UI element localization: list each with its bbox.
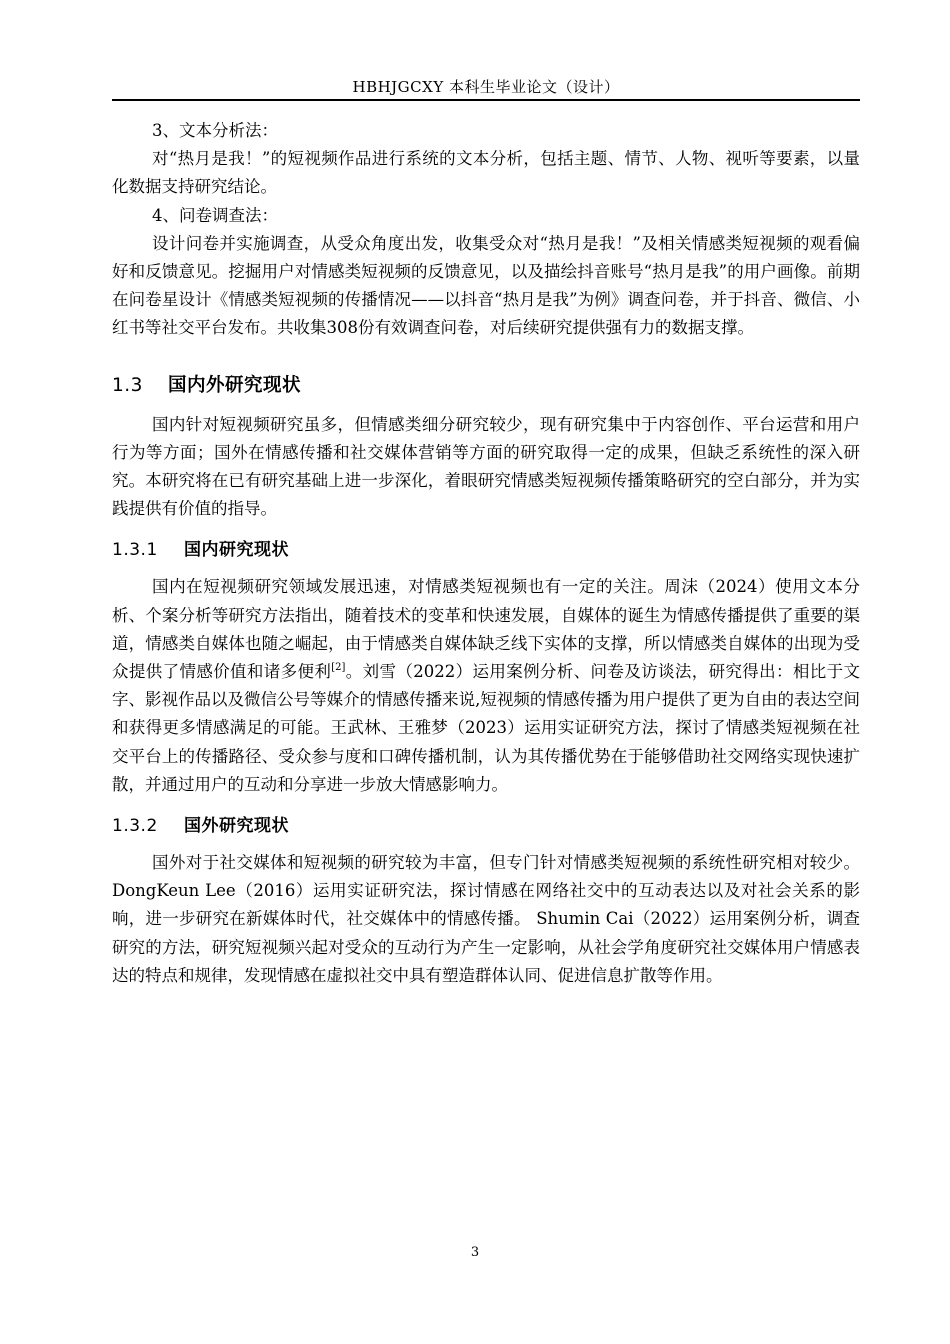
heading-1-3-2-title: 国外研究现状	[184, 816, 289, 837]
paragraph-1-3-1	[112, 573, 860, 799]
citation-ref: [2]	[331, 662, 346, 674]
header-rule	[112, 99, 860, 101]
heading-1-3-title: 国内外研究现状	[168, 374, 302, 396]
paragraph-1-3-2: 国外对于社交媒体和短视频的研究较为丰富，但专门针对情感类短视频的系统性研究相对较少。DongKeun Lee（2016）运用实证研究法，探讨情感在网络社交中的互动表达以及对社会关系的影响，进一步研究在新媒体时代，社交媒体中的情感传播。 Shumin Cai（2022）运用案例分析，调查研究的方法，研究短视频兴起对受众的互动行为产生一定影响，从社会学角度研究社交媒体用户情感表达的特点和规律，发现情感在虚拟社交中具有塑造群体认同、促进信息扩散等作用。	[112, 853, 860, 985]
paragraph-1-3-1-part2: 。刘雪（2022）运用案例分析、问卷及访谈法，研究得出：相比于文字、影视作品以及微信公号等媒介的情感传播来说,短视频的情感传播为用户提供了更为自由的表达空间和获得更多情感满足的可能。王武林、王雅梦（2023）运用实证研究方法，探讨了情感类短视频在社交平台上的传播路径、受众参与度和口碑传播机制，认为其传播优势在于能够借助社交网络实现快速扩散，并通过用户的互动和分享进一步放大情感影响力。	[112, 662, 860, 794]
heading-1-3-2	[112, 811, 860, 841]
method-4-label: 4、问卷调查法：	[152, 205, 278, 225]
heading-1-3-1-title: 国内研究现状	[184, 540, 289, 561]
method-3-label: 3、文本分析法：	[152, 121, 278, 140]
heading-1-3-number: 1.3	[112, 374, 143, 396]
page-header: HBHJGCXY 本科生毕业论文（设计）	[352, 78, 620, 96]
method-4-text: 设计问卷并实施调查，从受众角度出发，收集受众对“热月是我！”及相关情感类短视频的观看偏好和反馈意见。挖掘用户对情感类短视频的反馈意见，以及描绘抖音账号“热月是我”的用户画像。前期在问卷星设计《情感类短视频的传播情况——以抖音“热月是我”为例》调查问卷，并于抖音、微信、小红书等社交平台发布。共收集308份有效调查问卷，对后续研究提供强有力的数据支撑。	[112, 233, 860, 338]
page-number: 3	[470, 1245, 480, 1260]
heading-1-3-2-number: 1.3.2	[112, 816, 158, 837]
heading-1-3-1-number: 1.3.1	[112, 540, 158, 561]
paragraph-1-3-1-part1: 国内在短视频研究领域发展迅速，对情感类短视频也有一定的关注。周沫（2024）使用文本分析、个案分析等研究方法指出，随着技术的变革和快速发展，自媒体的诞生为情感传播提供了重要的渠道，情感类自媒体也随之崛起，由于情感类自媒体缺乏线下实体的支撑，所以情感类自媒体的出现为受众提供了情感价值和诸多便利	[112, 577, 860, 682]
heading-1-3-1	[112, 535, 860, 565]
method-3-text: 对“热月是我！”的短视频作品进行系统的文本分析，包括主题、情节、人物、视听等要素，以量化数据支持研究结论。	[112, 149, 860, 197]
heading-1-3	[112, 371, 860, 401]
paragraph-1-3: 国内针对短视频研究虽多，但情感类细分研究较少，现有研究集中于内容创作、平台运营和用户行为等方面；国外在情感传播和社交媒体营销等方面的研究取得一定的成果，但缺乏系统性的深入研究。本研究将在已有研究基础上进一步深化，着眼研究情感类短视频传播策略研究的空白部分，并为实践提供有价值的指导。	[112, 414, 860, 519]
page-body	[112, 117, 860, 990]
